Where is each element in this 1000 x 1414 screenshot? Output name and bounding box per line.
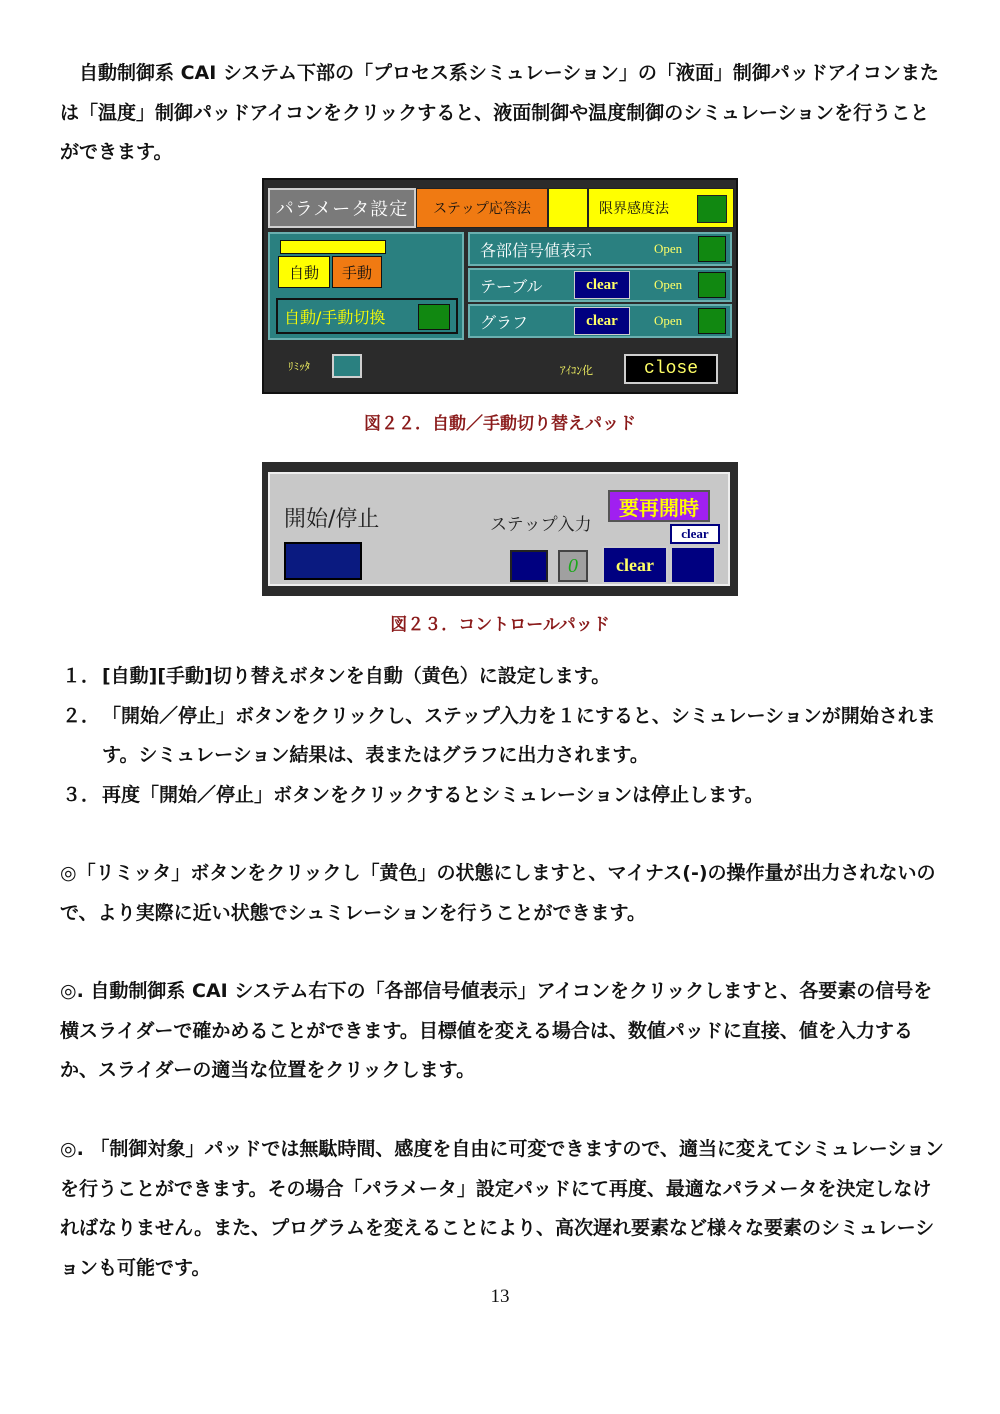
auto-button[interactable]: 自動	[278, 256, 330, 288]
note-control-target: ◎. 「制御対象」パッドでは無駄時間、感度を自由に可変できますので、適当に変えてシミュレーションを行うことができます。その場合「パラメータ」設定パッドにて再度、最適なパラメータを決定しなければなりません。また、プログラムを変えることにより、高次遅れ要素など様々な要素のシミュレーションも可能です。	[60, 1138, 944, 1279]
table-label: テーブル	[480, 276, 543, 296]
table-row	[468, 268, 732, 302]
list-item-number: ２．	[62, 704, 101, 727]
list-item	[60, 697, 945, 776]
graph-open: Open	[654, 313, 683, 328]
graph-label: グラフ	[480, 312, 529, 332]
signal-display-open-button[interactable]	[698, 236, 726, 262]
auto-manual-switch-button[interactable]	[276, 298, 458, 334]
note-limiter: ◎「リミッタ」ボタンをクリックし「黄色」の状態にしますと、マイナス(-)の操作量が出力されないので、より実際に近い状態でシュミレーションを行うことができます。	[60, 862, 936, 924]
manual-button[interactable]: 手動	[332, 256, 382, 288]
list-item	[60, 657, 945, 697]
step-response-method-button[interactable]: ステップ応答法	[416, 188, 548, 228]
table-open: Open	[654, 277, 683, 292]
parameter-settings-tab[interactable]: パラメータ設定	[268, 188, 416, 228]
figure-22-caption: 図２２．自動／手動切り替えパッド	[364, 414, 636, 434]
limit-sensitivity-indicator[interactable]	[697, 195, 727, 223]
list-item-number: １．	[62, 665, 101, 687]
step-value-display[interactable]: 0	[558, 550, 588, 582]
start-stop-button[interactable]	[284, 542, 362, 580]
limit-sensitivity-label: 限界感度法	[599, 201, 669, 217]
signal-display-row	[468, 232, 732, 266]
auto-manual-switch-label: 自動/手動切換	[284, 307, 386, 327]
clear-small-button[interactable]: clear	[670, 524, 720, 544]
close-button[interactable]: close	[624, 354, 718, 384]
iconify-label: ｱｲｺﾝ化	[560, 364, 593, 377]
control-pad	[262, 462, 738, 596]
list-item-text: [自動][手動]切り替えボタンを自動（黄色）に設定します。	[102, 665, 611, 687]
clear-button[interactable]: clear	[602, 546, 668, 584]
step-input-label: ステップ入力	[490, 515, 592, 535]
figure-23-caption: 図２３．コントロールパッド	[390, 615, 610, 635]
intro-paragraph: 自動制御系 CAI システム下部の「プロセス系シミュレーション」の「液面」制御パッドアイコンまたは「温度」制御パッドアイコンをクリックすると、液面制御や温度制御のシミュレーションを行うことができます。	[60, 62, 939, 163]
clear-indicator-button[interactable]	[670, 546, 716, 584]
mode-indicator-bar	[280, 240, 386, 254]
steps-list	[60, 657, 945, 815]
signal-display-open: Open	[654, 241, 683, 256]
control-pad-body	[268, 472, 730, 586]
list-item	[60, 776, 945, 816]
limit-sensitivity-method-button[interactable]	[588, 188, 734, 228]
signal-display-label: 各部信号値表示	[480, 240, 593, 260]
graph-open-button[interactable]	[698, 308, 726, 334]
list-item-number: ３．	[62, 783, 101, 806]
page-number: 13	[490, 1286, 510, 1307]
limiter-label: ﾘﾐｯﾀ	[288, 360, 310, 373]
step-input-button[interactable]	[510, 550, 548, 582]
table-clear-button[interactable]: clear	[574, 271, 630, 299]
auto-manual-switch-indicator[interactable]	[418, 304, 450, 330]
graph-row	[468, 304, 732, 338]
auto-manual-switch-pad	[262, 178, 738, 394]
mode-panel	[268, 232, 464, 340]
note-signal-display: ◎. 自動制御系 CAI システム右下の「各部信号値表示」アイコンをクリックしますと、各要素の信号を横スライダーで確かめることができます。目標値を変える場合は、数値パッドに直接、値を入力するか、スライダーの適当な位置をクリックします。	[60, 980, 933, 1081]
list-item-text: 再度「開始／停止」ボタンをクリックするとシミュレーションは停止します。	[102, 783, 764, 806]
limiter-button[interactable]	[332, 354, 362, 378]
restart-required-badge: 要再開時	[608, 490, 710, 522]
graph-clear-button[interactable]: clear	[574, 307, 630, 335]
table-open-button[interactable]	[698, 272, 726, 298]
step-response-indicator[interactable]	[548, 188, 588, 228]
list-item-text: 「開始／停止」ボタンをクリックし、ステップ入力を１にすると、シミュレーションが開始されます。シミュレーション結果は、表またはグラフに出力されます。	[102, 704, 936, 766]
start-stop-label: 開始/停止	[284, 507, 380, 532]
